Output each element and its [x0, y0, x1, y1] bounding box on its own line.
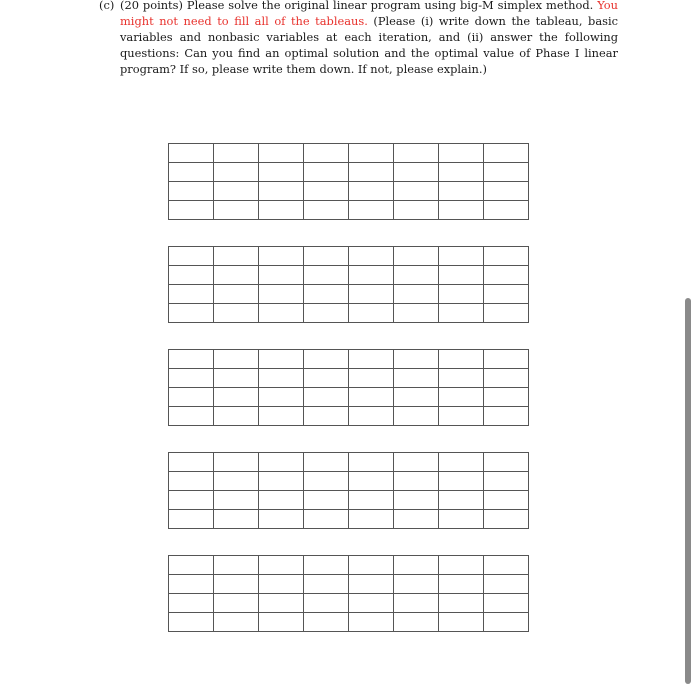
tableau-cell: [394, 407, 439, 426]
tableau-cell: [169, 453, 214, 472]
tableau-cell: [169, 407, 214, 426]
tableau-cell: [349, 266, 394, 285]
tableau-cell: [394, 182, 439, 201]
tableau-cell: [439, 304, 484, 323]
red-note: You might not need to fill all of the tableaus.: [120, 0, 618, 28]
tableau-cell: [394, 304, 439, 323]
tableau-cell: [439, 613, 484, 632]
tableau-row: [169, 350, 529, 369]
tableau-cell: [484, 613, 529, 632]
tableau-cell: [304, 247, 349, 266]
tableau-cell: [439, 407, 484, 426]
tableau-cell: [394, 472, 439, 491]
tableau-cell: [304, 556, 349, 575]
tableau-cell: [349, 201, 394, 220]
tableau-cell: [484, 304, 529, 323]
tableau-cell: [259, 369, 304, 388]
tableau-cell: [304, 369, 349, 388]
tableau-row: [169, 201, 529, 220]
tableau-cell: [304, 491, 349, 510]
tableau-cell: [439, 350, 484, 369]
tableau-cell: [349, 163, 394, 182]
tableau-cell: [304, 407, 349, 426]
tableau-cell: [214, 594, 259, 613]
tableau-cell: [439, 594, 484, 613]
tableau-cell: [259, 594, 304, 613]
tableau-cell: [259, 388, 304, 407]
tableau-cell: [214, 575, 259, 594]
tableau-cell: [259, 491, 304, 510]
tableau-cell: [214, 613, 259, 632]
tableau-cell: [349, 491, 394, 510]
tableau-cell: [484, 594, 529, 613]
tableau-cell: [259, 453, 304, 472]
tableau-cell: [349, 350, 394, 369]
instruction-text: Please solve the original linear program using big-M simplex method.: [182, 0, 598, 12]
tableau-cell: [304, 163, 349, 182]
tableau-cell: [484, 407, 529, 426]
tableau-cell: [259, 201, 304, 220]
tableau-cell: [484, 453, 529, 472]
tableau-cell: [439, 556, 484, 575]
tableau-cell: [394, 388, 439, 407]
tableau-cell: [349, 285, 394, 304]
tableau-cell: [169, 266, 214, 285]
tableau-cell: [259, 575, 304, 594]
tableau-cell: [439, 247, 484, 266]
tableau-cell: [349, 304, 394, 323]
tableau-cell: [439, 144, 484, 163]
tableau-cell: [304, 472, 349, 491]
tableau-cell: [214, 510, 259, 529]
tableau-row: [169, 388, 529, 407]
tableau-cell: [349, 388, 394, 407]
tableau-cell: [484, 510, 529, 529]
tableau-cell: [304, 388, 349, 407]
tableau-cell: [349, 556, 394, 575]
tableau-row: [169, 163, 529, 182]
tableau-cell: [214, 369, 259, 388]
tableau-cell: [259, 304, 304, 323]
tableau-cell: [304, 350, 349, 369]
tableau-grid: [168, 349, 529, 426]
tableau-cell: [169, 369, 214, 388]
tableau-cell: [214, 266, 259, 285]
tableau-cell: [394, 266, 439, 285]
tableau-grid: [168, 246, 529, 323]
tableau-row: [169, 453, 529, 472]
tableau-cell: [169, 472, 214, 491]
tableau-row: [169, 556, 529, 575]
tableau-cell: [484, 575, 529, 594]
tableau-cell: [259, 163, 304, 182]
tableau-cell: [439, 388, 484, 407]
tableau-cell: [394, 510, 439, 529]
tableau-cell: [259, 182, 304, 201]
tableau-cell: [484, 369, 529, 388]
tableau-row: [169, 369, 529, 388]
tableau-cell: [304, 594, 349, 613]
tableau-row: [169, 510, 529, 529]
tableau-cell: [439, 491, 484, 510]
tableau-cell: [169, 388, 214, 407]
tableau-cell: [349, 182, 394, 201]
instruction-details: (Please (i) write down the tableau, basic variables and nonbasic variables at each iteration, and (ii) answer the following questions: Can you find an optimal solution and the optimal value of Phase I linear program? If so, please write them down. If not, please explain.): [120, 14, 618, 76]
tableau-cell: [394, 575, 439, 594]
tableau-cell: [304, 304, 349, 323]
tableau-cell: [169, 556, 214, 575]
tableau-row: [169, 144, 529, 163]
tableau-row: [169, 407, 529, 426]
tableau-grid: [168, 555, 529, 632]
tableau-cell: [349, 594, 394, 613]
scrollbar[interactable]: [685, 298, 691, 684]
tableau-cell: [214, 304, 259, 323]
tableau-cell: [484, 491, 529, 510]
tableau-cell: [169, 163, 214, 182]
tableau-cell: [214, 350, 259, 369]
tableau-cell: [304, 510, 349, 529]
tableau-cell: [484, 266, 529, 285]
tableau-cell: [439, 285, 484, 304]
tableau-cell: [259, 266, 304, 285]
tableau-cell: [259, 613, 304, 632]
tableau-cell: [169, 510, 214, 529]
tableau-cell: [484, 163, 529, 182]
tableau-cell: [214, 201, 259, 220]
tableau-cell: [439, 266, 484, 285]
tableau-cell: [349, 575, 394, 594]
tableau-cell: [439, 201, 484, 220]
tableau-row: [169, 613, 529, 632]
tableau-cell: [169, 285, 214, 304]
tableau-cell: [394, 453, 439, 472]
tableau-cell: [349, 472, 394, 491]
tableau-cell: [394, 144, 439, 163]
points-label: (20 points): [120, 0, 183, 12]
tableau-cell: [439, 453, 484, 472]
tableau-cell: [439, 575, 484, 594]
tableau-cell: [214, 453, 259, 472]
tableau-cell: [259, 407, 304, 426]
tableau-cell: [304, 182, 349, 201]
tableau-cell: [169, 304, 214, 323]
tableau-cell: [349, 407, 394, 426]
tableau-cell: [439, 510, 484, 529]
tableau-cell: [484, 472, 529, 491]
tableau-cell: [214, 556, 259, 575]
tableau-cell: [259, 285, 304, 304]
tableau-cell: [349, 510, 394, 529]
tableau-cell: [394, 201, 439, 220]
tableau-cell: [394, 163, 439, 182]
tableau-cell: [394, 285, 439, 304]
tableau-cell: [259, 510, 304, 529]
tableau-cell: [259, 247, 304, 266]
tableau-row: [169, 285, 529, 304]
tableau-cell: [484, 201, 529, 220]
tableau-row: [169, 491, 529, 510]
tableau-cell: [259, 472, 304, 491]
tableau-cell: [214, 285, 259, 304]
tableau-cell: [169, 201, 214, 220]
tableau-cell: [439, 472, 484, 491]
tableau-cell: [169, 350, 214, 369]
question-marker: (c): [99, 0, 115, 12]
tableau-cell: [349, 247, 394, 266]
tableau-cell: [484, 350, 529, 369]
tableau-cell: [394, 613, 439, 632]
tableau-cell: [439, 182, 484, 201]
tableau-cell: [304, 613, 349, 632]
tableau-cell: [169, 247, 214, 266]
tableau-row: [169, 304, 529, 323]
tableau-cell: [259, 144, 304, 163]
tableau-cell: [214, 491, 259, 510]
tableau-cell: [169, 594, 214, 613]
tableau-cell: [214, 472, 259, 491]
tableau-row: [169, 182, 529, 201]
tableau-cell: [484, 556, 529, 575]
tableau-cell: [349, 369, 394, 388]
tableau-cell: [394, 556, 439, 575]
tableau-row: [169, 247, 529, 266]
tableau-cell: [394, 350, 439, 369]
tableau-cell: [484, 388, 529, 407]
tableau-row: [169, 594, 529, 613]
tableau-cell: [214, 247, 259, 266]
tableau-cell: [169, 182, 214, 201]
tableau-cell: [394, 594, 439, 613]
tableau-cell: [304, 453, 349, 472]
tableau-cell: [439, 163, 484, 182]
tableau-cell: [484, 247, 529, 266]
tableau-cell: [304, 266, 349, 285]
tableau-row: [169, 575, 529, 594]
tableau-cell: [214, 388, 259, 407]
tableau-cell: [394, 247, 439, 266]
tableau-grid: [168, 143, 529, 220]
tableau-cell: [169, 144, 214, 163]
tableau-cell: [259, 556, 304, 575]
tableau-cell: [169, 491, 214, 510]
tableau-cell: [484, 144, 529, 163]
tableau-cell: [214, 407, 259, 426]
tableau-cell: [304, 144, 349, 163]
tableau-row: [169, 266, 529, 285]
tableau-cell: [169, 613, 214, 632]
tableau-row: [169, 472, 529, 491]
tableau-cell: [349, 613, 394, 632]
tableau-cell: [439, 369, 484, 388]
tableau-cell: [304, 285, 349, 304]
tableau-cell: [394, 369, 439, 388]
tableau-cell: [349, 453, 394, 472]
tableau-cell: [394, 491, 439, 510]
tableau-cell: [169, 575, 214, 594]
question-text: [120, 0, 618, 77]
tableau-cell: [304, 575, 349, 594]
tableau-cell: [214, 144, 259, 163]
tableau-cell: [259, 350, 304, 369]
tableau-cell: [214, 182, 259, 201]
question-c: [99, 0, 618, 77]
tableau-cell: [484, 285, 529, 304]
tableau-grid: [168, 452, 529, 529]
tableau-cell: [304, 201, 349, 220]
tableau-cell: [484, 182, 529, 201]
tableau-cell: [214, 163, 259, 182]
tableau-cell: [349, 144, 394, 163]
